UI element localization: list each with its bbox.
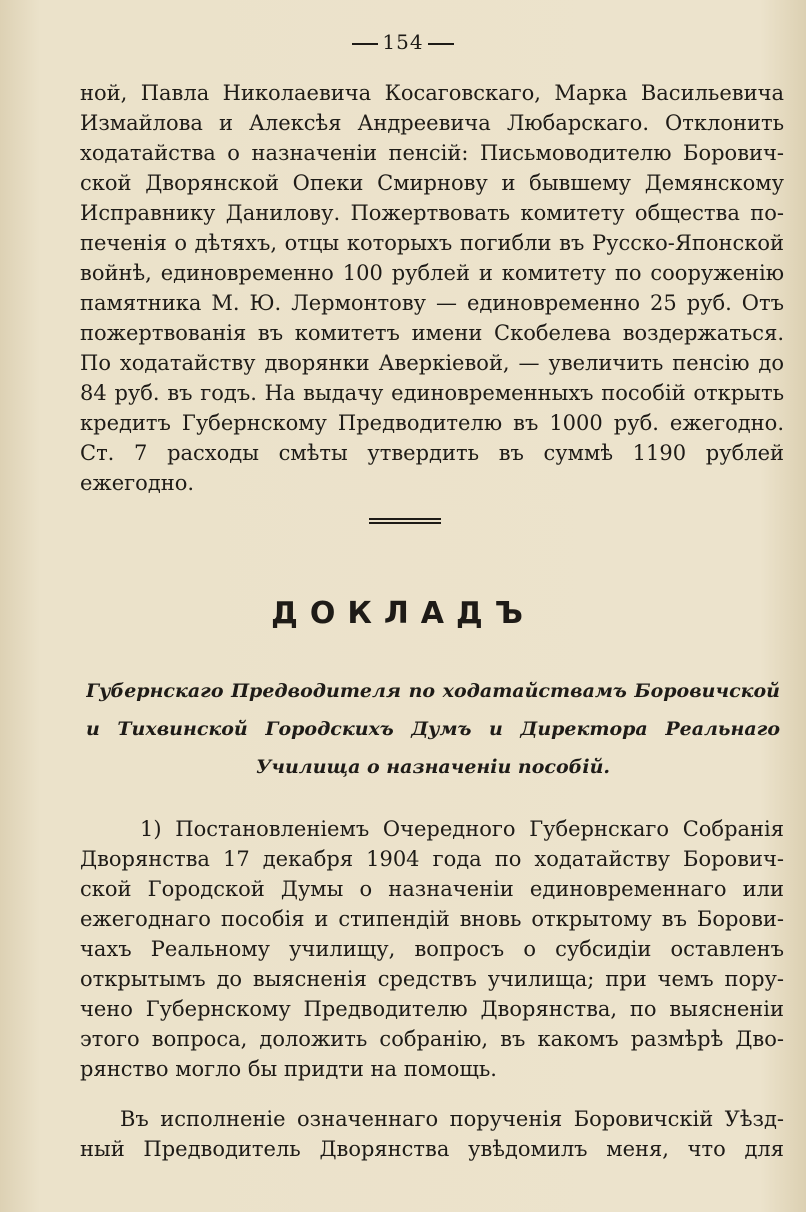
page-number-dash-left xyxy=(352,43,378,45)
text-line: кредитъ Губернскому Предводителю въ 1000 руб. ежегодно. xyxy=(80,411,784,435)
text-line: рянство могло бы придти на помощь. xyxy=(80,1057,497,1081)
text-line: открытымъ до выясненія средствъ училища; при чемъ пору- xyxy=(80,967,784,991)
subtitle-line: Училища о назначеніи пособій. xyxy=(255,756,610,778)
section-divider xyxy=(369,518,441,524)
divider-rule xyxy=(369,518,441,520)
report-heading: ДОКЛАДЪ xyxy=(271,596,535,631)
text-line: чено Губернскому Предводителю Дворянства, по выясненіи xyxy=(80,997,784,1021)
page-number-text: 154 xyxy=(382,30,424,54)
text-line: ный Предводитель Дворянства увѣдомилъ меня, что для xyxy=(80,1137,784,1161)
text-line: ежегодно. xyxy=(80,471,195,495)
text-line: этого вопроса, доложить собранію, въ какомъ размѣрѣ Дво- xyxy=(80,1027,784,1051)
report-subtitle xyxy=(86,672,780,786)
paragraph-2 xyxy=(80,1104,784,1164)
text-line: войнѣ, единовременно 100 рублей и комитету по сооруженію xyxy=(80,261,784,285)
intro-paragraph xyxy=(80,78,784,498)
text-line: чахъ Реальному училищу, вопросъ о субсидіи оставленъ xyxy=(80,937,784,961)
text-line: 1) Постановленіемъ Очередного Губернскаго Собранія xyxy=(140,817,784,841)
text-line: Измайлова и Алексѣя Андреевича Любарскаго. Отклонить xyxy=(80,111,784,135)
text-line: пожертвованія въ комитетъ имени Скобелева воздержаться. xyxy=(80,321,784,345)
paragraph-1 xyxy=(80,814,784,1084)
text-line: памятника М. Ю. Лермонтову — единовременно 25 руб. Отъ xyxy=(80,291,784,315)
page-number xyxy=(0,30,806,54)
page-number-dash-right xyxy=(428,43,454,45)
text-line: По ходатайству дворянки Аверкіевой, — увеличить пенсію до xyxy=(80,351,784,375)
subtitle-line: и Тихвинской Городскихъ Думъ и Директора Реальнаго xyxy=(86,718,780,740)
text-line: ской Городской Думы о назначеніи единовременнаго или xyxy=(80,877,784,901)
text-line: ской Дворянской Опеки Смирнову и бывшему Демянскому xyxy=(80,171,784,195)
text-line: Исправнику Данилову. Пожертвовать комитету общества по- xyxy=(80,201,784,225)
text-line: печенія о дѣтяхъ, отцы которыхъ погибли въ Русско-Японской xyxy=(80,231,784,255)
divider-rule xyxy=(369,522,441,524)
text-line: Въ исполненіе означеннаго порученія Боровичскій Уѣзд- xyxy=(120,1107,784,1131)
text-line: 84 руб. въ годъ. На выдачу единовременныхъ пособій открыть xyxy=(80,381,784,405)
text-line: ходатайства о назначеніи пенсій: Письмоводителю Борович- xyxy=(80,141,784,165)
subtitle-line: Губернскаго Предводителя по ходатайствамъ Боровичской xyxy=(86,680,780,702)
text-line: ной, Павла Николаевича Косаговскаго, Марка Васильевича xyxy=(80,81,784,105)
text-line: Ст. 7 расходы смѣты утвердить въ суммѣ 1190 рублей xyxy=(80,441,784,465)
text-line: Дворянства 17 декабря 1904 года по ходатайству Борович- xyxy=(80,847,784,871)
text-line: ежегоднаго пособія и стипендій вновь открытому въ Борови- xyxy=(80,907,784,931)
